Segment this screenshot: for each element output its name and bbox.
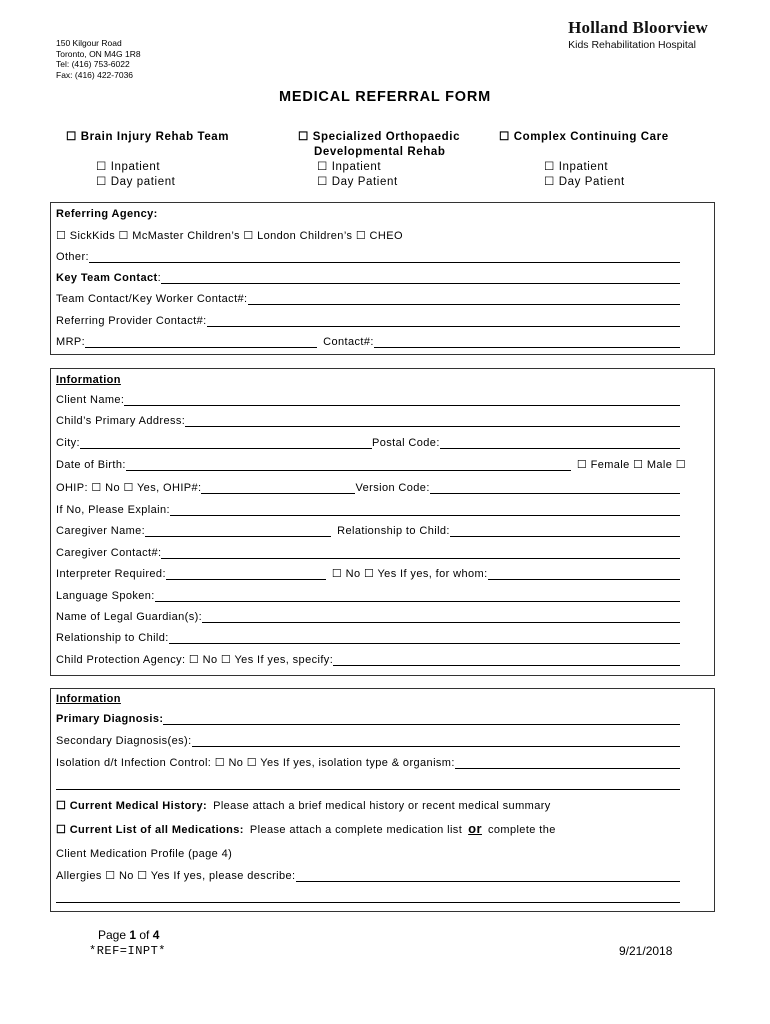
isolation-extra-line[interactable] (56, 789, 680, 790)
address-line: Toronto, ON M4G 1R8 (56, 48, 141, 59)
allergies-input[interactable] (296, 870, 681, 882)
mrp-input[interactable] (85, 336, 317, 348)
isolation-row (56, 755, 680, 769)
ortho-daypatient-checkbox[interactable]: ☐ Day Patient (317, 176, 398, 188)
address-input[interactable] (185, 415, 680, 427)
allergies-row (56, 868, 680, 882)
page-current: 1 (129, 928, 137, 942)
field-label: Language Spoken: (56, 590, 155, 602)
meds-text: Please attach a complete medication list (249, 824, 463, 836)
address-line: Fax: (416) 422-7036 (56, 69, 134, 80)
ortho-inpatient-checkbox[interactable]: ☐ Inpatient (317, 161, 382, 173)
ohip-options[interactable]: OHIP: ☐ No ☐ Yes, OHIP#: (56, 482, 202, 494)
meds-checkbox[interactable]: ☐ Current List of all Medications: (56, 824, 244, 836)
relationship2-input[interactable] (169, 632, 680, 644)
ohip-row (56, 480, 680, 494)
relationship2-row (56, 630, 680, 644)
secondary-input[interactable] (192, 735, 680, 747)
field-label: Contact#: (323, 336, 374, 348)
primary-input[interactable] (163, 713, 680, 725)
program-label: ☐ Brain Injury Rehab Team (66, 131, 230, 143)
medical-heading: Information (56, 693, 121, 705)
ref-code: *REF=INPT* (89, 944, 167, 958)
hospital-logo (568, 18, 708, 51)
team-contact-row (56, 291, 680, 305)
brain-inpatient-checkbox[interactable]: ☐ Inpatient (96, 161, 161, 173)
relationship-input[interactable] (450, 525, 680, 537)
isolation-options[interactable]: Isolation d/t Infection Control: ☐ No ☐ Yes If yes, isolation type & organism: (56, 757, 455, 769)
history-row (56, 798, 551, 812)
postal-input[interactable] (440, 437, 680, 449)
primary-row (56, 711, 680, 725)
client-name-row (56, 392, 680, 406)
provider-contact-row (56, 313, 680, 327)
address-line: Tel: (416) 753-6022 (56, 59, 130, 69)
program-brain-injury[interactable] (66, 130, 229, 190)
brain-daypatient-checkbox[interactable]: ☐ Day patient (96, 176, 176, 188)
agency-other-row (56, 249, 680, 263)
page-title: MEDICAL REFERRAL FORM (278, 89, 491, 105)
mrp-row (56, 334, 680, 348)
field-label: MRP: (56, 336, 86, 348)
field-label: Caregiver Name: (56, 525, 146, 537)
page-total: 4 (152, 928, 160, 942)
field-label: Team Contact/Key Worker Contact#: (56, 293, 248, 305)
complex-daypatient-checkbox[interactable]: ☐ Day Patient (544, 176, 625, 188)
address-row (56, 413, 680, 427)
page-number (98, 928, 159, 942)
field-label: City: (56, 437, 80, 449)
other-input[interactable] (89, 251, 680, 263)
cpa-row (56, 652, 680, 666)
program-label: ☐ Specialized Orthopaedic (298, 131, 461, 143)
interpreter-row (56, 566, 680, 580)
interpreter-input[interactable] (166, 568, 326, 580)
caregiver-row (56, 523, 680, 537)
client-heading: Information (56, 374, 121, 386)
program-label: ☐ Complex Continuing Care (499, 131, 669, 143)
field-label: Caregiver Contact#: (56, 547, 162, 559)
meds-text-2: complete the (487, 824, 556, 836)
logo-sub: Kids Rehabilitation Hospital (568, 39, 696, 51)
caregiver-contact-input[interactable] (161, 547, 680, 559)
dob-input[interactable] (126, 459, 571, 471)
profile-text: Client Medication Profile (page 4) (56, 848, 233, 860)
field-label: Version Code: (355, 482, 430, 494)
interpreter-options[interactable]: ☐ No ☐ Yes If yes, for whom: (331, 568, 488, 580)
explain-row (56, 502, 680, 516)
cpa-input[interactable] (333, 654, 680, 666)
field-label: Child’s Primary Address: (56, 415, 186, 427)
field-label: Referring Provider Contact#: (56, 315, 207, 327)
key-contact-row (56, 270, 680, 284)
field-label: Date of Birth: (56, 459, 126, 471)
program-complex-care[interactable] (499, 130, 669, 190)
program-ortho[interactable] (298, 130, 460, 190)
agency-heading: Referring Agency: (56, 208, 158, 220)
gender-options[interactable]: ☐ Female ☐ Male ☐ (576, 459, 686, 471)
interpreter-whom-input[interactable] (488, 568, 680, 580)
language-input[interactable] (155, 590, 680, 602)
guardian-input[interactable] (202, 611, 680, 623)
isolation-input[interactable] (455, 757, 680, 769)
program-label-2: Developmental Rehab (314, 146, 446, 158)
field-label: Relationship to Child: (337, 525, 450, 537)
meds-row (56, 822, 556, 836)
city-row (56, 435, 680, 449)
key-contact-input[interactable] (161, 272, 680, 284)
guardian-row (56, 609, 680, 623)
agency-options[interactable]: ☐ SickKids ☐ McMaster Children’s ☐ London Children’s ☐ CHEO (56, 230, 403, 242)
field-label: Name of Legal Guardian(s): (56, 611, 203, 623)
field-label: Relationship to Child: (56, 632, 169, 644)
field-label: Interpreter Required: (56, 568, 166, 580)
field-label: Other: (56, 251, 89, 263)
field-label: Key Team Contact (56, 272, 158, 284)
field-colon: : (157, 272, 162, 284)
field-label: Postal Code: (372, 437, 440, 449)
dob-row (56, 457, 686, 471)
version-input[interactable] (430, 482, 680, 494)
history-text: Please attach a brief medical history or recent medical summary (213, 800, 551, 812)
form-date: 9/21/2018 (619, 944, 673, 958)
field-label: Secondary Diagnosis(es): (56, 735, 192, 747)
team-contact-input[interactable] (248, 293, 680, 305)
provider-contact-input[interactable] (207, 315, 680, 327)
allergies-options[interactable]: Allergies ☐ No ☐ Yes If yes, please describe: (56, 870, 296, 882)
page-text: Page (98, 928, 130, 942)
explain-input[interactable] (170, 504, 680, 516)
complex-inpatient-checkbox[interactable]: ☐ Inpatient (544, 161, 609, 173)
client-name-input[interactable] (124, 394, 680, 406)
page-of: of (136, 928, 153, 942)
logo-main: Holland Bloorview (568, 18, 708, 37)
cpa-options[interactable]: Child Protection Agency: ☐ No ☐ Yes If yes, specify: (56, 654, 334, 666)
secondary-row (56, 733, 680, 747)
field-label: If No, Please Explain: (56, 504, 170, 516)
language-row (56, 588, 680, 602)
address-line: 150 Kilgour Road (56, 38, 122, 48)
meds-or: or (468, 821, 482, 836)
city-input[interactable] (80, 437, 372, 449)
field-label: Primary Diagnosis: (56, 713, 164, 725)
allergies-extra-line[interactable] (56, 902, 680, 903)
hospital-address (56, 38, 141, 80)
mrp-contact-input[interactable] (374, 336, 680, 348)
history-checkbox[interactable]: ☐ Current Medical History: (56, 800, 208, 812)
field-label: Client Name: (56, 394, 125, 406)
ohip-input[interactable] (201, 482, 355, 494)
caregiver-contact-row (56, 545, 680, 559)
caregiver-input[interactable] (145, 525, 331, 537)
